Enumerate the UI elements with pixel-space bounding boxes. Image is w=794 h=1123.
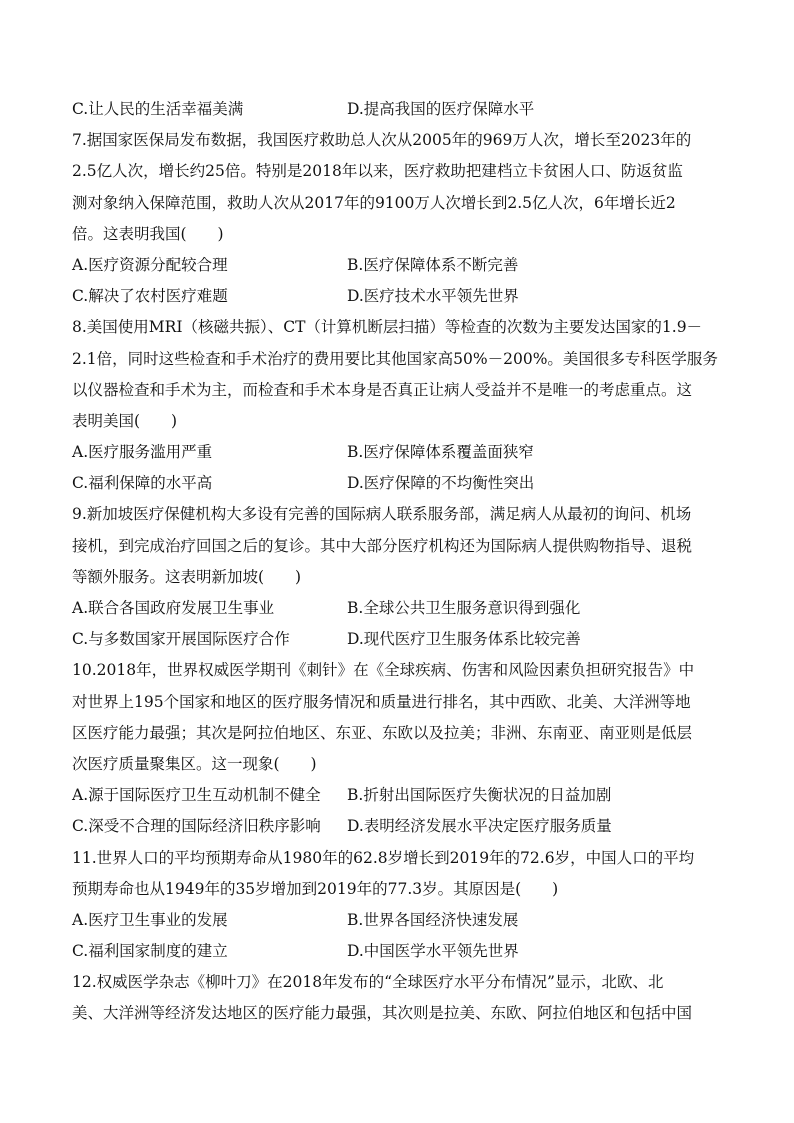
q10-options-row-2 [72,811,722,842]
question-12 [72,967,722,1029]
q11-option-c[interactable]: C.福利国家制度的建立 [72,942,228,961]
q7-option-a[interactable]: A.医疗资源分配较合理 [72,255,228,274]
q10-option-d[interactable]: D.表明经济发展水平决定医疗服务质量 [347,817,612,836]
q9-option-c[interactable]: C.与多数国家开展国际医疗合作 [72,630,290,649]
q10-stem-line: 区医疗能力最强；其次是阿拉伯地区、东亚、东欧以及拉美；非洲、东南亚、南亚则是低层 [72,723,693,742]
q7-option-d[interactable]: D.医疗技术水平领先世界 [347,287,519,306]
q9-options-row-2 [72,624,722,655]
q11-option-b[interactable]: B.世界各国经济快速发展 [347,910,519,929]
q8-options-row-1 [72,437,722,468]
q8-options-row-2 [72,468,722,499]
q10-options-row-1 [72,780,722,811]
q12-stem-line: 12.权威医学杂志《柳叶刀》在2018年发布的“全球医疗水平分布情况”显示，北欧、北 [72,973,664,992]
q9-option-d[interactable]: D.现代医疗卫生服务体系比较完善 [347,630,581,649]
q10-stem-line: 对世界上195个国家和地区的医疗服务情况和质量进行排名，其中西欧、北美、大洋洲等地 [72,692,691,711]
q9-options-row-1 [72,593,722,624]
q7-stem-line: 倍。这表明我国( ) [72,224,224,243]
q7-option-b[interactable]: B.医疗保障体系不断完善 [347,255,519,274]
question-8 [72,312,722,499]
q7-stem-line: 2.5亿人次，增长约25倍。特别是2018年以来，医疗救助把建档立卡贫困人口、防返贫监 [72,162,683,181]
q8-stem-line: 以仪器检查和手术为主，而检查和手术本身是否真正让病人受益并不是唯一的考虑重点。这 [72,380,693,399]
q6-option-c[interactable]: C.让人民的生活幸福美满 [72,100,244,118]
q7-option-c[interactable]: C.解决了农村医疗难题 [72,287,228,306]
q11-option-d[interactable]: D.中国医学水平领先世界 [347,942,519,961]
q7-stem-line: 7.据国家医保局发布数据，我国医疗救助总人次从2005年的969万人次，增长至2023年的 [72,131,692,150]
q9-stem-line: 接机，到完成治疗回国之后的复诊。其中大部分医疗机构还为国际病人提供购物指导、退税 [72,536,693,555]
q8-option-c[interactable]: C.福利保障的水平高 [72,474,213,493]
q10-option-a[interactable]: A.源于国际医疗卫生互动机制不健全 [72,786,321,805]
q8-option-b[interactable]: B.医疗保障体系覆盖面狭窄 [347,443,534,462]
q9-option-a[interactable]: A.联合各国政府发展卫生事业 [72,599,275,617]
q8-stem-line: 8.美国使用MRI（核磁共振）、CT（计算机断层扫描）等检查的次数为主要发达国家的1.9－ [72,318,703,337]
q7-options-row-2 [72,281,722,312]
q10-stem-line: 次医疗质量聚集区。这一现象( ) [72,754,317,773]
q6-option-d[interactable]: D.提高我国的医疗保障水平 [347,100,535,118]
q11-option-a[interactable]: A.医疗卫生事业的发展 [72,910,228,929]
question-9 [72,499,722,655]
q7-stem-line: 测对象纳入保障范围，救助人次从2017年的9100万人次增长到2.5亿人次，6年增长近2 [72,193,676,212]
q8-stem-line: 2.1倍，同时这些检查和手术治疗的费用要比其他国家高50%－200%。美国很多专科医学服务 [72,349,718,368]
q10-stem-line: 10.2018年，世界权威医学期刊《刺针》在《全球疾病、伤害和风险因素负担研究报告》中 [72,661,695,680]
q11-options-row-2 [72,936,722,967]
q10-option-b[interactable]: B.折射出国际医疗失衡状况的日益加剧 [347,786,612,805]
q11-options-row-1 [72,905,722,936]
q11-stem-line: 11.世界人口的平均预期寿命从1980年的62.8岁增长到2019年的72.6岁，中国人口的平均 [72,848,695,867]
exam-page [72,94,722,1030]
q8-option-d[interactable]: D.医疗保障的不均衡性突出 [347,474,535,493]
q9-stem-line: 等额外服务。这表明新加坡( ) [72,567,302,586]
q8-option-a[interactable]: A.医疗服务滥用严重 [72,443,213,462]
question-10 [72,655,722,842]
q10-option-c[interactable]: C.深受不合理的国际经济旧秩序影响 [72,817,321,836]
q12-stem-line: 美、大洋洲等经济发达地区的医疗能力最强，其次则是拉美、东欧、阿拉伯地区和包括中国 [72,1004,693,1023]
q7-options-row-1 [72,250,722,281]
q9-option-b[interactable]: B.全球公共卫生服务意识得到强化 [347,599,581,617]
question-7 [72,125,722,312]
q9-stem-line: 9.新加坡医疗保健机构大多设有完善的国际病人联系服务部，满足病人从最初的询问、机场 [72,505,692,524]
question-11 [72,843,722,968]
q8-stem-line: 表明美国( ) [72,411,178,430]
q11-stem-line: 预期寿命也从1949年的35岁增加到2019年的77.3岁。其原因是( ) [72,879,559,898]
q6-options-row-2 [72,94,722,125]
